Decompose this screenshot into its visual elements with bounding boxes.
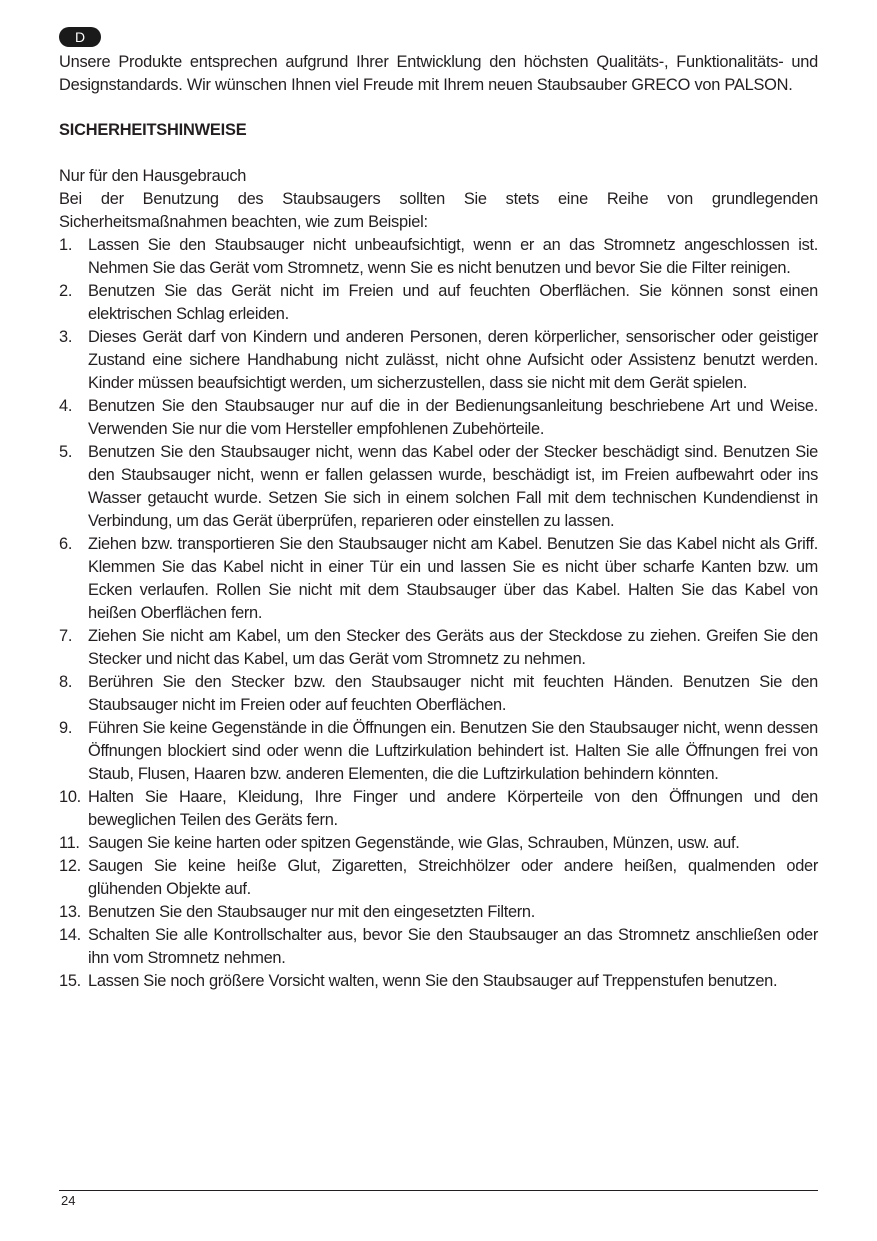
item-number: 10. <box>59 788 81 806</box>
item-number: 1. <box>59 236 73 254</box>
item-text: Schalten Sie alle Kontrollschalter aus, bevor Sie den Staubsauger an das Stromnetz anschließen oder ihn vom Stromnetz nehmen. <box>88 926 818 967</box>
item-text: Führen Sie keine Gegenstände in die Öffnungen ein. Benutzen Sie den Staubsauger nicht, wenn dessen Öffnungen blockiert sind oder wenn die Luftzirkulation behindert ist. Halten Sie alle Öffnungen frei von Staub, Flusen, Haaren bzw. anderen Elementen, die die Luftzirkulation behindern könnten. <box>88 719 818 783</box>
item-number: 15. <box>59 972 81 990</box>
item-number: 12. <box>59 857 81 875</box>
item-number: 14. <box>59 926 81 944</box>
list-item <box>59 970 818 993</box>
section-title: SICHERHEITSHINWEISE <box>59 121 247 139</box>
footer-divider <box>59 1190 818 1191</box>
item-number: 5. <box>59 443 73 461</box>
language-badge: D <box>59 27 101 47</box>
list-item <box>59 280 818 326</box>
list-item <box>59 326 818 395</box>
item-text: Ziehen bzw. transportieren Sie den Staubsauger nicht am Kabel. Benutzen Sie das Kabel nicht als Griff. Klemmen Sie das Kabel nicht in einer Tür ein und lassen Sie es nicht über scharfe Kanten bzw. um Ecken verlaufen. Rollen Sie nicht mit dem Staubsauger über das Kabel. Halten Sie das Kabel von heißen Oberflächen fern. <box>88 535 818 622</box>
list-item <box>59 855 818 901</box>
item-number: 11. <box>59 834 80 852</box>
list-item <box>59 671 818 717</box>
list-item <box>59 901 818 924</box>
document-page <box>59 27 818 993</box>
intro-paragraph: Unsere Produkte entsprechen aufgrund Ihrer Entwicklung den höchsten Qualitäts-, Funktionalitäts- und Designstandards. Wir wünschen Ihnen viel Freude mit Ihrem neuen Staubsauber GRECO von PALSON. <box>59 53 818 94</box>
item-text: Benutzen Sie den Staubsauger nicht, wenn das Kabel oder der Stecker beschädigt sind. Benutzen Sie den Staubsauger nicht, wenn er fallen gelassen wurde, beschädigt ist, im Freien aufbewahrt oder ins Wasser getaucht wurde. Setzen Sie sich in einem solchen Fall mit dem technischen Kundendienst in Verbindung, um das Gerät überprüfen, reparieren oder einstellen zu lassen. <box>88 443 818 530</box>
list-item <box>59 533 818 625</box>
list-item <box>59 832 818 855</box>
item-text: Berühren Sie den Stecker bzw. den Staubsauger nicht mit feuchten Händen. Benutzen Sie den Staubsauger nicht im Freien oder auf feuchten Oberflächen. <box>88 673 818 714</box>
item-number: 7. <box>59 627 73 645</box>
item-text: Saugen Sie keine harten oder spitzen Gegenstände, wie Glas, Schrauben, Münzen, usw. auf. <box>88 834 740 852</box>
section-lead: Bei der Benutzung des Staubsaugers sollten Sie stets eine Reihe von grundlegenden Sicherheitsmaßnahmen beachten, wie zum Beispiel: <box>59 190 818 231</box>
item-text: Benutzen Sie den Staubsauger nur auf die in der Bedienungsanleitung beschriebene Art und Weise. Verwenden Sie nur die vom Hersteller empfohlenen Zubehörteile. <box>88 397 818 438</box>
safety-rules-list <box>59 234 818 993</box>
item-text: Lassen Sie noch größere Vorsicht walten, wenn Sie den Staubsauger auf Treppenstufen benutzen. <box>88 972 778 990</box>
page-number: 24 <box>61 1193 76 1208</box>
list-item <box>59 717 818 786</box>
list-item <box>59 441 818 533</box>
item-number: 6. <box>59 535 73 553</box>
list-item <box>59 625 818 671</box>
list-item <box>59 234 818 280</box>
item-text: Dieses Gerät darf von Kindern und anderen Personen, deren körperlicher, sensorischer oder geistiger Zustand eine sichere Handhabung nicht zulässt, nicht ohne Aufsicht oder Assistenz benutzt werden. Kinder müssen beaufsichtigt werden, um sicherzustellen, dass sie nicht mit dem Gerät spielen. <box>88 328 818 392</box>
item-number: 13. <box>59 903 81 921</box>
section-subtitle: Nur für den Hausgebrauch <box>59 167 247 185</box>
item-text: Ziehen Sie nicht am Kabel, um den Stecker des Geräts aus der Steckdose zu ziehen. Greifen Sie den Stecker und nicht das Kabel, um das Gerät vom Stromnetz zu nehmen. <box>88 627 818 668</box>
list-item <box>59 786 818 832</box>
item-number: 9. <box>59 719 73 737</box>
item-number: 2. <box>59 282 73 300</box>
item-text: Benutzen Sie das Gerät nicht im Freien und auf feuchten Oberflächen. Sie können sonst einen elektrischen Schlag erleiden. <box>88 282 818 323</box>
list-item <box>59 924 818 970</box>
item-number: 3. <box>59 328 73 346</box>
item-text: Lassen Sie den Staubsauger nicht unbeaufsichtigt, wenn er an das Stromnetz angeschlossen ist. Nehmen Sie das Gerät vom Stromnetz, wenn Sie es nicht benutzen und bevor Sie die Filter reinigen. <box>88 236 818 277</box>
item-text: Benutzen Sie den Staubsauger nur mit den eingesetzten Filtern. <box>88 903 536 921</box>
item-number: 8. <box>59 673 73 691</box>
item-number: 4. <box>59 397 73 415</box>
item-text: Halten Sie Haare, Kleidung, Ihre Finger und andere Körperteile von den Öffnungen und den beweglichen Teilen des Geräts fern. <box>88 788 818 829</box>
list-item <box>59 395 818 441</box>
item-text: Saugen Sie keine heiße Glut, Zigaretten, Streichhölzer oder andere heißen, qualmenden oder glühenden Objekte auf. <box>88 857 818 898</box>
